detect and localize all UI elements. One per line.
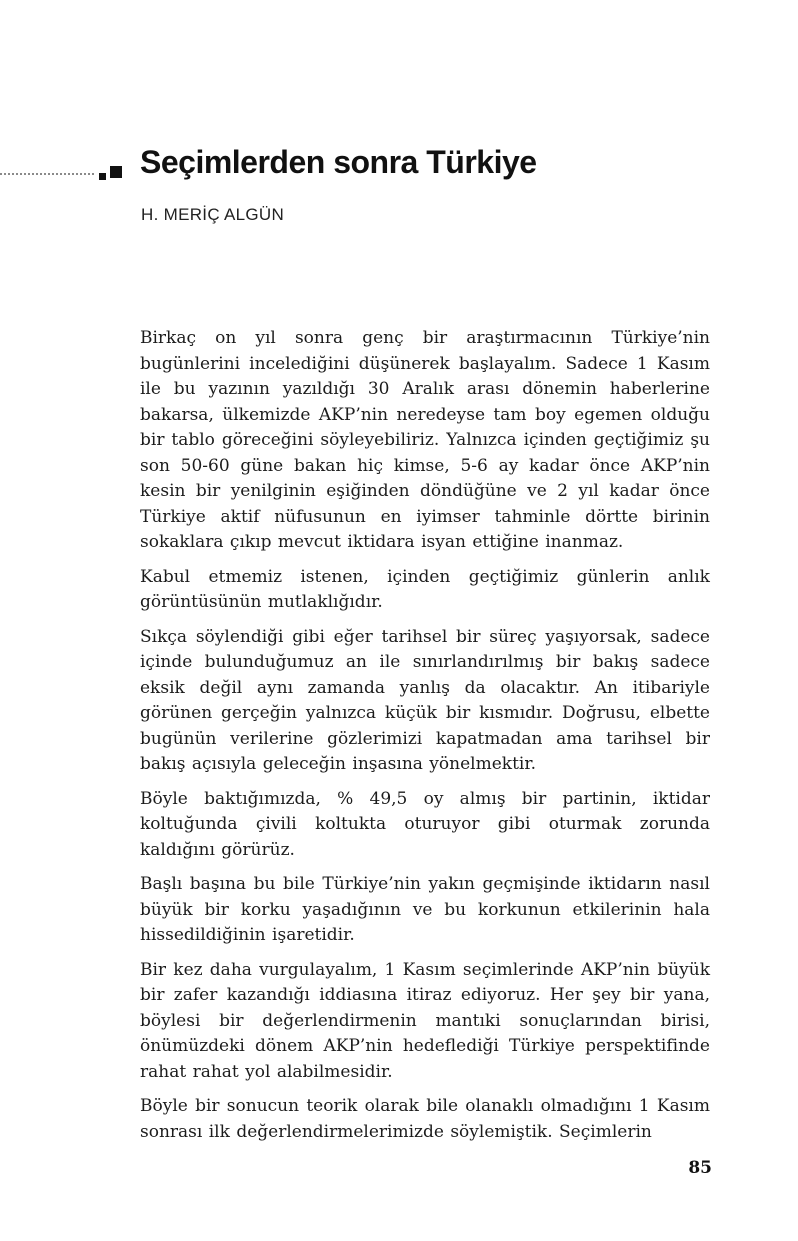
paragraph: Böyle baktığımızda, % 49,5 oy almış bir partinin, iktidar koltuğunda çivili koltukta oturuyor gibi oturmak zorunda kaldığını görürüz. <box>140 788 710 860</box>
page-number: 85 <box>688 1158 712 1178</box>
square-bullet-small-icon <box>99 173 106 180</box>
page-title: Seçimlerden sonra Türkiye <box>140 144 537 180</box>
article-body <box>140 326 710 1154</box>
paragraph: Kabul etmemiz istenen, içinden geçtiğimiz günlerin anlık görüntüsünün mutlaklığıdır. <box>140 566 710 612</box>
paragraph: Sıkça söylendiği gibi eğer tarihsel bir süreç yaşıyorsak, sadece içinde bulunduğumuz an ile sınırlandırılmış bir bakış sadece eksik değil aynı zamanda yanlış da olacaktır. An itibariyle görünen gerçeğin yalnızca küçük bir kısmıdır. Doğrusu, elbette bugünün verilerine gözlerimizi kapatmadan ama tarihsel bir bakış açısıyla geleceğin inşasına yönelmektir. <box>140 626 710 774</box>
paragraph: Birkaç on yıl sonra genç bir araştırmacının Türkiye’nin bugünlerini incelediğini düşünerek başlayalım. Sadece 1 Kasım ile bu yazının yazıldığı 30 Aralık arası dönemin haberlerine bakarsa, ülkemizde AKP’nin neredeyse tam boy egemen olduğu bir tablo göreceğini söyleyebiliriz. Yalnızca içinden geçtiğimiz şu son 50-60 güne bakan hiç kimse, 5-6 ay kadar önce AKP’nin kesin bir yenilginin eşiğinden döndüğüne ve 2 yıl kadar önce Türkiye aktif nüfusunun en iyimser tahminle dörtte birinin sokaklara çıkıp mevcut iktidara isyan ettiğine inanmaz. <box>140 328 710 552</box>
paragraph: Başlı başına bu bile Türkiye’nin yakın geçmişinde iktidarın nasıl büyük bir korku yaşadığının ve bu korkunun etkilerinin hala hissedildiğinin işaretidir. <box>140 874 710 945</box>
paragraph: Böyle bir sonucun teorik olarak bile olanaklı olmadığını 1 Kasım sonrası ilk değerlendirmelerimizde söylemiştik. Seçimlerin <box>140 1096 710 1142</box>
square-bullet-large-icon <box>110 166 122 178</box>
paragraph: Bir kez daha vurgulayalım, 1 Kasım seçimlerinde AKP’nin büyük bir zafer kazandığı iddiasına itiraz ediyoruz. Her şey bir yana, böylesi bir değerlendirmenin mantıki sonuçlarından birisi, önümüzdeki dönem AKP’nin hedeflediği Türkiye perspektifinde rahat rahat yol alabilmesidir. <box>140 959 710 1082</box>
author-name: H. MERİÇ ALGÜN <box>141 205 285 224</box>
dotted-rule <box>0 173 94 175</box>
chapter-marker <box>0 160 126 184</box>
